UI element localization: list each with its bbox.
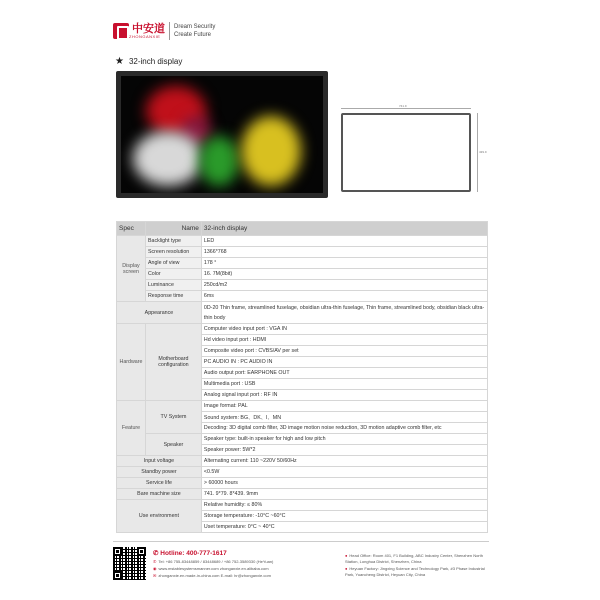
dimension-line-height: [477, 113, 478, 192]
appearance-label: Appearance: [117, 302, 202, 324]
contact-web[interactable]: www.mstablesystemsmanner.com zhonganxie.en.alibaba.com: [158, 566, 269, 571]
row-label: Luminance: [145, 280, 201, 291]
row-value: Audio output port: EARPHONE OUT: [201, 368, 487, 379]
footer-divider: [113, 541, 489, 542]
globe-icon: ◉: [153, 566, 157, 571]
logo-name-en: ZHONGANXIE: [129, 33, 161, 39]
product-heading: [115, 56, 182, 67]
location-icon: ●: [345, 566, 348, 571]
row-label: Bare machine size: [117, 489, 202, 500]
dimension-height-label: 439.9: [479, 150, 487, 154]
row-value: Image format: PAL: [201, 401, 487, 412]
table-row: [117, 500, 488, 511]
slogan-line-2: Create Future: [174, 32, 212, 38]
row-value: Uset temperature: 0°C ~ 40°C: [201, 522, 487, 533]
row-label: Service life: [117, 478, 202, 489]
table-row: [117, 434, 488, 445]
row-value: Multimedia port : USB: [201, 379, 487, 390]
table-row: [117, 489, 488, 500]
row-value: <0.5W: [201, 467, 487, 478]
group-feature: Feature: [117, 401, 146, 456]
row-value: Decoding: 3D digital comb filter, 3D image motion noise reduction, 3D motion adaptive comb filter, etc: [201, 423, 487, 434]
table-row: [117, 324, 488, 335]
row-value: Hd video input port : HDMI: [201, 335, 487, 346]
logo-name-cn: 中安道: [132, 22, 165, 35]
dimension-line-width: [341, 108, 471, 109]
spec-header-row: [117, 222, 488, 236]
row-label: Screen resolution: [145, 247, 201, 258]
row-label: Input voltage: [117, 456, 202, 467]
slogan: [174, 23, 215, 39]
header-value: 32-inch display: [201, 222, 487, 236]
brand-logo: [113, 20, 215, 42]
location-icon: ●: [345, 553, 348, 558]
hotline-text: Hotline: 400-777-1617: [160, 550, 227, 557]
address-block: [345, 553, 489, 577]
contact-tel: Tel: +86 755-83448859 / 83448689 / +86 752-3589330 (HeYuan): [158, 559, 274, 564]
row-value: Alternating current: 110 ~220V 50/60Hz: [201, 456, 487, 467]
row-label: Backlight type: [145, 236, 201, 247]
phone-small-icon: ✆: [153, 559, 157, 564]
mail-icon: ✉: [153, 573, 157, 578]
sub-tv-system: TV System: [145, 401, 201, 434]
address-head-office: Head Office: Room 401, F1 Building, ABC Industry Center, Shenzhen North Station, Longhua District, Shenzhen, China: [345, 553, 483, 564]
phone-icon: ✆: [153, 550, 161, 557]
row-label: Angle of view: [145, 258, 201, 269]
row-value: > 60000 hours: [201, 478, 487, 489]
sub-motherboard: Motherboard configuration: [145, 324, 201, 401]
table-row: [117, 280, 488, 291]
row-value: Sound system: BG、DK、I、MN: [201, 412, 487, 423]
row-value: 178 °: [201, 258, 487, 269]
row-value: 250cd/m2: [201, 280, 487, 291]
group-display-screen: Display screen: [117, 236, 146, 302]
dimension-drawing: [341, 113, 471, 192]
hotline: [153, 549, 227, 557]
logo-text: [129, 24, 165, 39]
row-value: 1366*768: [201, 247, 487, 258]
contact-block: [153, 558, 333, 579]
row-value: Composite video port : CVBS/AV per set: [201, 346, 487, 357]
table-row: [117, 236, 488, 247]
logo-separator: [169, 22, 170, 40]
product-photo: [116, 71, 328, 198]
table-row: [117, 302, 488, 324]
qr-code-icon: [113, 547, 146, 580]
row-value: Storage temperature: -10°C ~60°C: [201, 511, 487, 522]
row-label: Standby power: [117, 467, 202, 478]
table-row: [117, 247, 488, 258]
row-label: Color: [145, 269, 201, 280]
slogan-line-1: Dream Security: [174, 24, 216, 30]
table-row: [117, 258, 488, 269]
row-value: 6ms: [201, 291, 487, 302]
table-row: [117, 467, 488, 478]
address-factory: Heyuan Factory: Jingxing Science and Technology Park, #3 Phase Industrial Park, Yuancheng District, Heyuan City, China: [345, 566, 485, 577]
row-value: PC AUDIO IN : PC AUDIO IN: [201, 357, 487, 368]
header-spec: Spec: [117, 222, 146, 236]
dimension-width-label: 741.9: [399, 104, 407, 108]
row-value: LED: [201, 236, 487, 247]
sub-speaker: Speaker: [145, 434, 201, 456]
star-icon: ★: [115, 56, 124, 67]
display-screen-image: [121, 76, 323, 193]
row-label: Response time: [145, 291, 201, 302]
row-value: Analog signal input port : RF IN: [201, 390, 487, 401]
table-row: [117, 401, 488, 412]
group-hardware: Hardware: [117, 324, 146, 401]
table-row: [117, 291, 488, 302]
row-value: Relative humidity: ≤ 80%: [201, 500, 487, 511]
logo-mark-icon: [113, 23, 129, 39]
table-row: [117, 478, 488, 489]
header-name: Name: [145, 222, 201, 236]
product-title: 32-inch display: [128, 57, 183, 66]
spec-table: [116, 221, 488, 533]
row-value: Speaker type: built-in speaker for high and low pitch: [201, 434, 487, 445]
spec-sheet-page: [113, 0, 489, 600]
row-value: 741. 9*79. 8*439. 9mm: [201, 489, 487, 500]
table-row: [117, 269, 488, 280]
row-value: Computer video input port : VGA IN: [201, 324, 487, 335]
row-value: Speaker power: 5W*2: [201, 445, 487, 456]
table-row: [117, 456, 488, 467]
contact-email[interactable]: zhonganxie.en.made-in-china.com E-mail: hr@zhonganxie.com: [158, 573, 271, 578]
use-environment-label: Use environment: [117, 500, 202, 533]
row-value: 16. 7M(8bit): [201, 269, 487, 280]
appearance-value: 0D-20 Thin frame, streamlined fuselage, obsidian ultra-thin fuselage, Thin frame, streamlined body, obsidian black ultra-thin body: [201, 302, 487, 324]
